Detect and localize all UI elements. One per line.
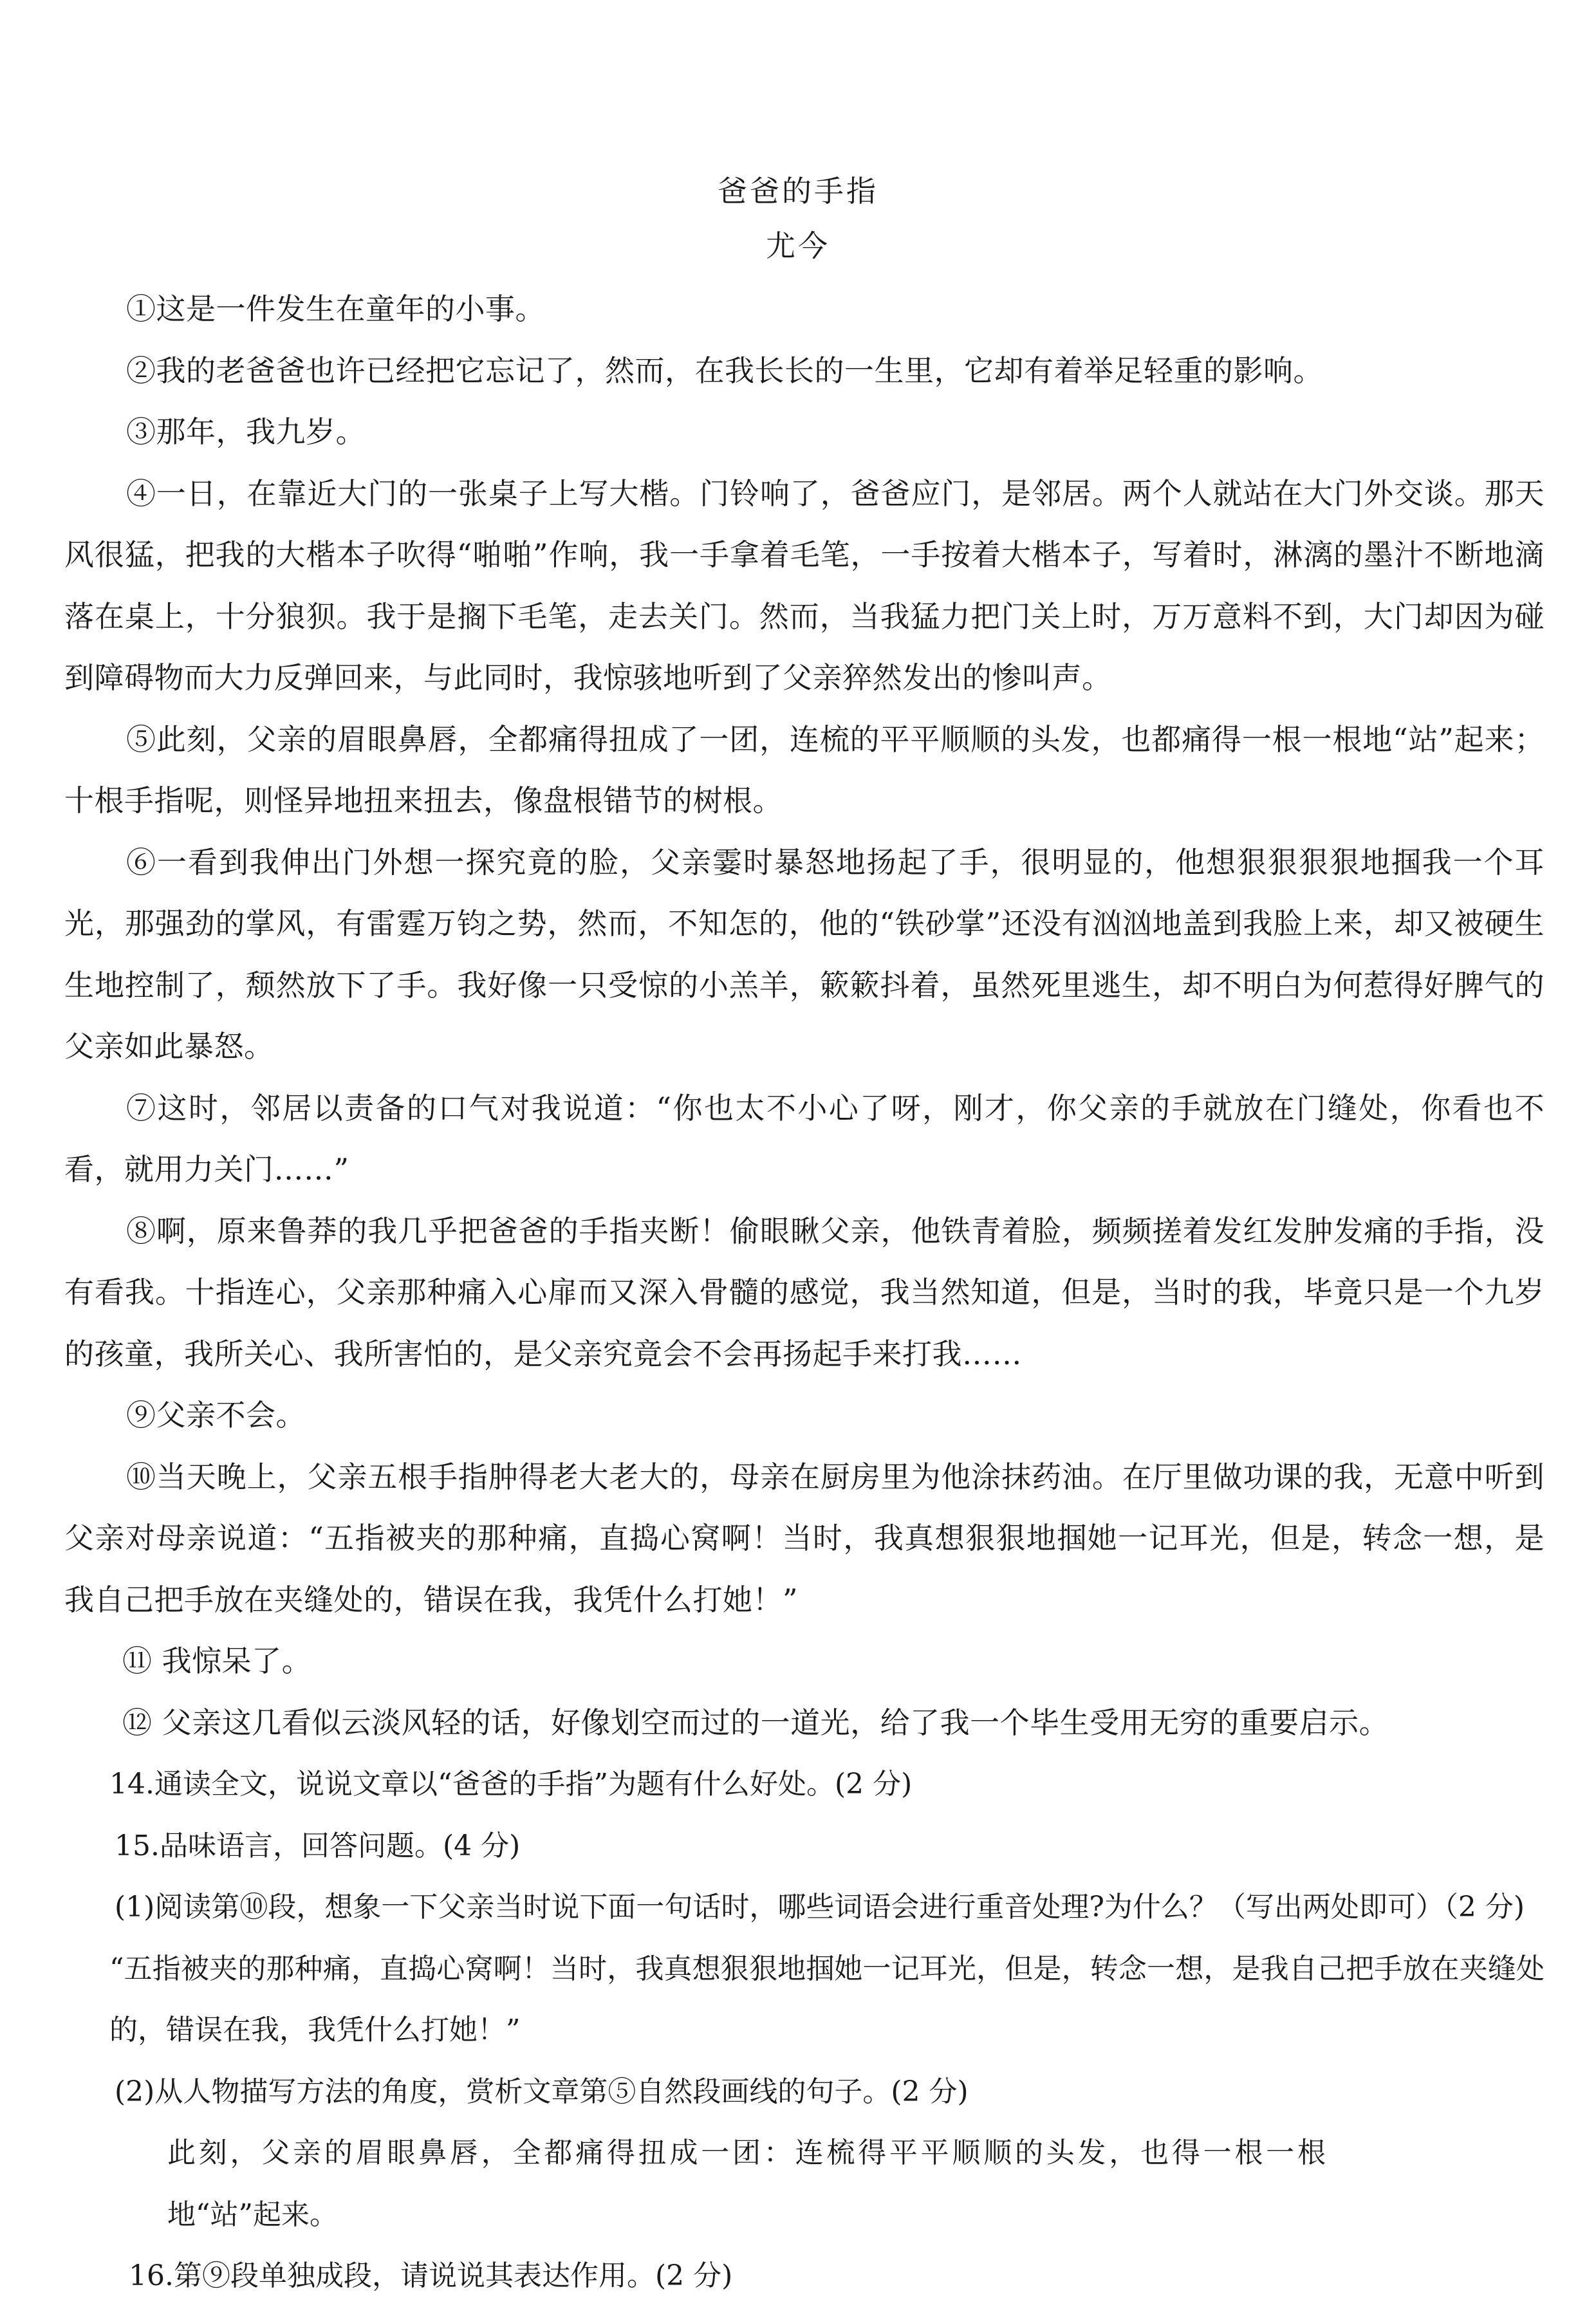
- question-15-2-quote: 此刻，父亲的眉眼鼻唇，全都痛得扭成一团：连梳得平平顺顺的头发，也得一根一根地“站”起来。: [167, 2136, 1326, 2231]
- paragraph-7: ⑦这时，邻居以责备的口气对我说道：“你也太不小心了呀，刚才，你父亲的手就放在门缝处，你看也不看，就用力关门……”: [64, 1090, 1545, 1187]
- paragraph-12: ⑫ 父亲这几看似云淡风轻的话，好像划空而过的一道光，给了我一个毕生受用无穷的重要启示。: [122, 1705, 1389, 1740]
- paragraph-11: ⑪ 我惊呆了。: [122, 1644, 312, 1678]
- question-15-1-quote: “五指被夹的那种痛，直捣心窝啊！当时，我真想狠狠地掴她一记耳光，但是，转念一想，是我自己把手放在夹缝处的，错误在我，我凭什么打她！”: [109, 1952, 1545, 2046]
- article-title: 爸爸的手指: [718, 174, 878, 208]
- article-author: 尤今: [766, 228, 830, 263]
- paragraph-8: ⑧啊，原来鲁莽的我几乎把爸爸的手指夹断！偷眼瞅父亲，他铁青着脸，频频搓着发红发肿发痛的手指，没有看我。十指连心，父亲那种痛入心扉而又深入骨髓的感觉，我当然知道，但是，当时的我，毕竟只是一个九岁的孩童，我所关心、我所害怕的，是父亲究竟会不会再扬起手来打我……: [64, 1213, 1545, 1371]
- question-16: 16.第⑨段单独成段，请说说其表达作用。(2 分): [129, 2259, 733, 2292]
- paragraph-5: ⑤此刻，父亲的眉眼鼻唇，全都痛得扭成了一团，连梳的平平顺顺的头发，也都痛得一根一根地“站”起来；十根手指呢，则怪异地扭来扭去，像盘根错节的树根。: [64, 721, 1545, 818]
- paragraph-3: ③那年，我九岁。: [126, 414, 366, 449]
- question-14: 14.通读全文，说说文章以“爸爸的手指”为题有什么好处。(2 分): [109, 1768, 913, 1801]
- article-body: [64, 279, 1545, 2307]
- question-15-1: (1)阅读第⑩段，想象一下父亲当时说下面一句话时，哪些词语会进行重音处理?为什么？（写出两处即可）（2 分): [115, 1891, 1525, 1923]
- question-15-2: (2)从人物描写方法的角度，赏析文章第⑤自然段画线的句子。(2 分): [115, 2075, 969, 2108]
- paragraph-6: ⑥一看到我伸出门外想一探究竟的脸，父亲霎时暴怒地扬起了手，很明显的，他想狠狠狠狠地掴我一个耳光，那强劲的掌风，有雷霆万钧之势，然而，不知怎的，他的“铁砂掌”还没有汹汹地盖到我脸上来，却又被硬生生地控制了，颓然放下了手。我好像一只受惊的小羔羊，簌簌抖着，虽然死里逃生，却不明白为何惹得好脾气的父亲如此暴怒。: [64, 844, 1545, 1064]
- paragraph-9: ⑨父亲不会。: [126, 1398, 306, 1432]
- paragraph-2: ②我的老爸爸也许已经把它忘记了，然而，在我长长的一生里，它却有着举足轻重的影响。: [126, 353, 1323, 388]
- paragraph-10: ⑩当天晚上，父亲五根手指肿得老大老大的，母亲在厨房里为他涂抹药油。在厅里做功课的我，无意中听到父亲对母亲说道：“五指被夹的那种痛，直捣心窝啊！当时，我真想狠狠地掴她一记耳光，但是，转念一想，是我自己把手放在夹缝处的，错误在我，我凭什么打她！”: [64, 1459, 1545, 1617]
- paragraph-4: ④一日，在靠近大门的一张桌子上写大楷。门铃响了，爸爸应门，是邻居。两个人就站在大门外交谈。那天风很猛，把我的大楷本子吹得“啪啪”作响，我一手拿着毛笔，一手按着大楷本子，写着时，淋漓的墨汁不断地滴落在桌上，十分狼狈。我于是搁下毛笔，走去关门。然而，当我猛力把门关上时，万万意料不到，大门却因为碰到障碍物而大力反弹回来，与此同时，我惊骇地听到了父亲猝然发出的惨叫声。: [64, 476, 1545, 695]
- question-15: 15.品味语言，回答问题。(4 分): [115, 1829, 521, 1862]
- paragraph-1: ①这是一件发生在童年的小事。: [126, 292, 545, 326]
